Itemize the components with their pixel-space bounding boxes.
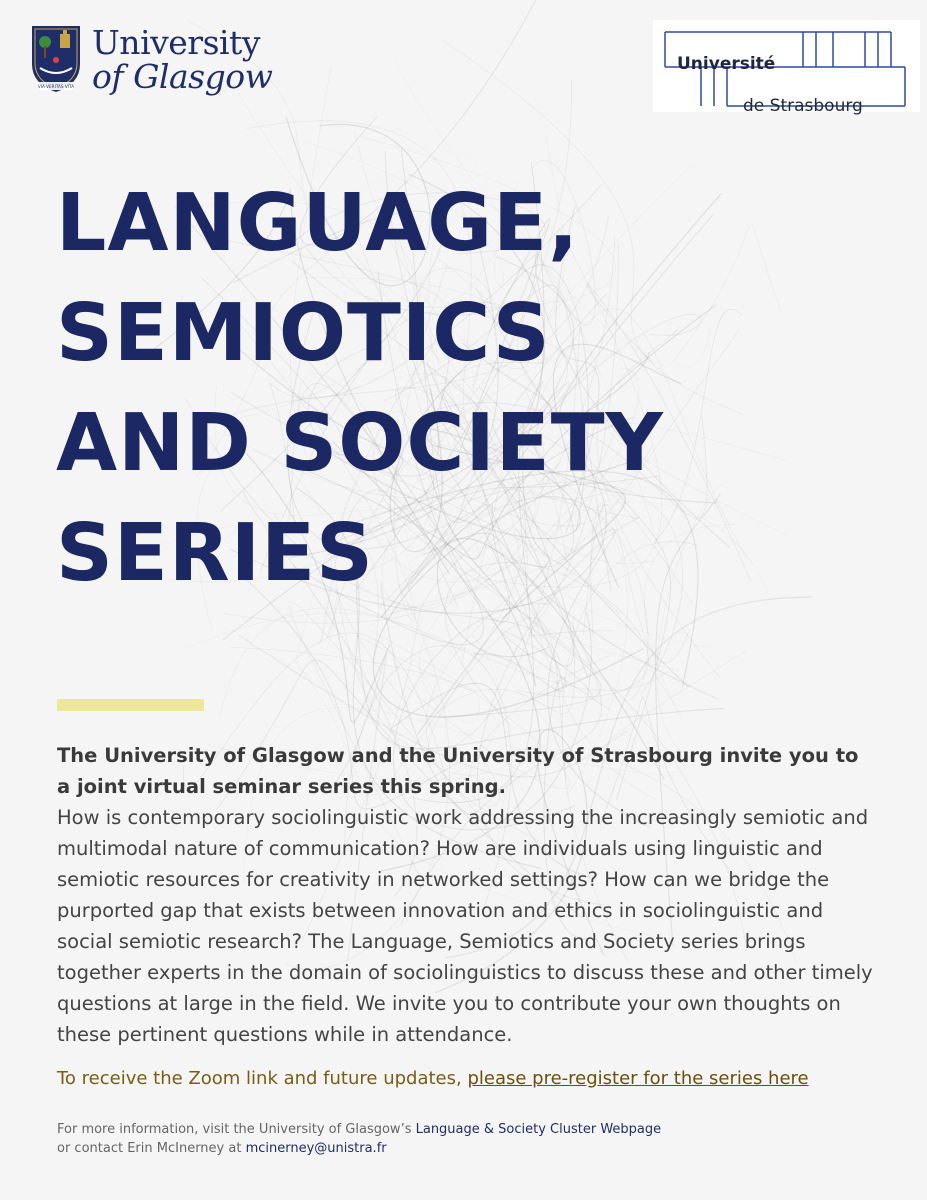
intro-paragraph xyxy=(57,740,877,1050)
glasgow-crest-icon xyxy=(30,24,82,94)
title-line-3: AND SOCIETY xyxy=(56,397,664,489)
glasgow-wordmark-line1: University xyxy=(92,23,260,62)
accent-bar xyxy=(57,699,204,711)
title-line-2: SEMIOTICS xyxy=(56,287,551,379)
strasbourg-wordmark-line2: de Strasbourg xyxy=(743,96,863,116)
series-title xyxy=(56,168,664,608)
cluster-webpage-link[interactable]: Language & Society Cluster Webpage xyxy=(415,1122,662,1137)
title-line-4: SERIES xyxy=(56,507,374,599)
intro-bold-text: The University of Glasgow and the University of Strasbourg invite you to a joint virtual seminar series this spring. xyxy=(57,744,859,798)
register-prefix: To receive the Zoom link and future updates, xyxy=(57,1068,468,1089)
university-of-glasgow-logo xyxy=(30,24,272,94)
footer-line2-text: or contact Erin McInerney at xyxy=(57,1141,246,1156)
footer-line1-text: For more information, visit the University of Glasgow’s xyxy=(57,1122,416,1137)
pre-register-link[interactable]: please pre-register for the series here xyxy=(467,1068,809,1089)
title-line-1: LANGUAGE, xyxy=(56,177,580,269)
glasgow-wordmark-line2: of Glasgow xyxy=(92,57,273,96)
intro-body-text: How is contemporary sociolinguistic work addressing the increasingly semiotic and multimodal nature of communication? How are individuals using linguistic and semiotic resources for creativity in networked settings? How can we bridge the purported gap that exists between innovation and ethics in sociolinguistic and social semiotic research? The Language, Semiotics and Society series brings together experts in the domain of sociolinguistics to discuss these and other timely questions at large in the field. We invite you to contribute your own thoughts on these pertinent questions while in attendance. xyxy=(57,806,873,1046)
strasbourg-wordmark-line1: Université xyxy=(677,54,776,74)
glasgow-motto: VIA VERITAS VITA xyxy=(37,84,75,89)
footer-info xyxy=(57,1120,661,1158)
registration-line xyxy=(57,1068,809,1089)
contact-email-link[interactable]: mcinerney@unistra.fr xyxy=(245,1141,387,1156)
universite-de-strasbourg-logo xyxy=(653,20,920,116)
